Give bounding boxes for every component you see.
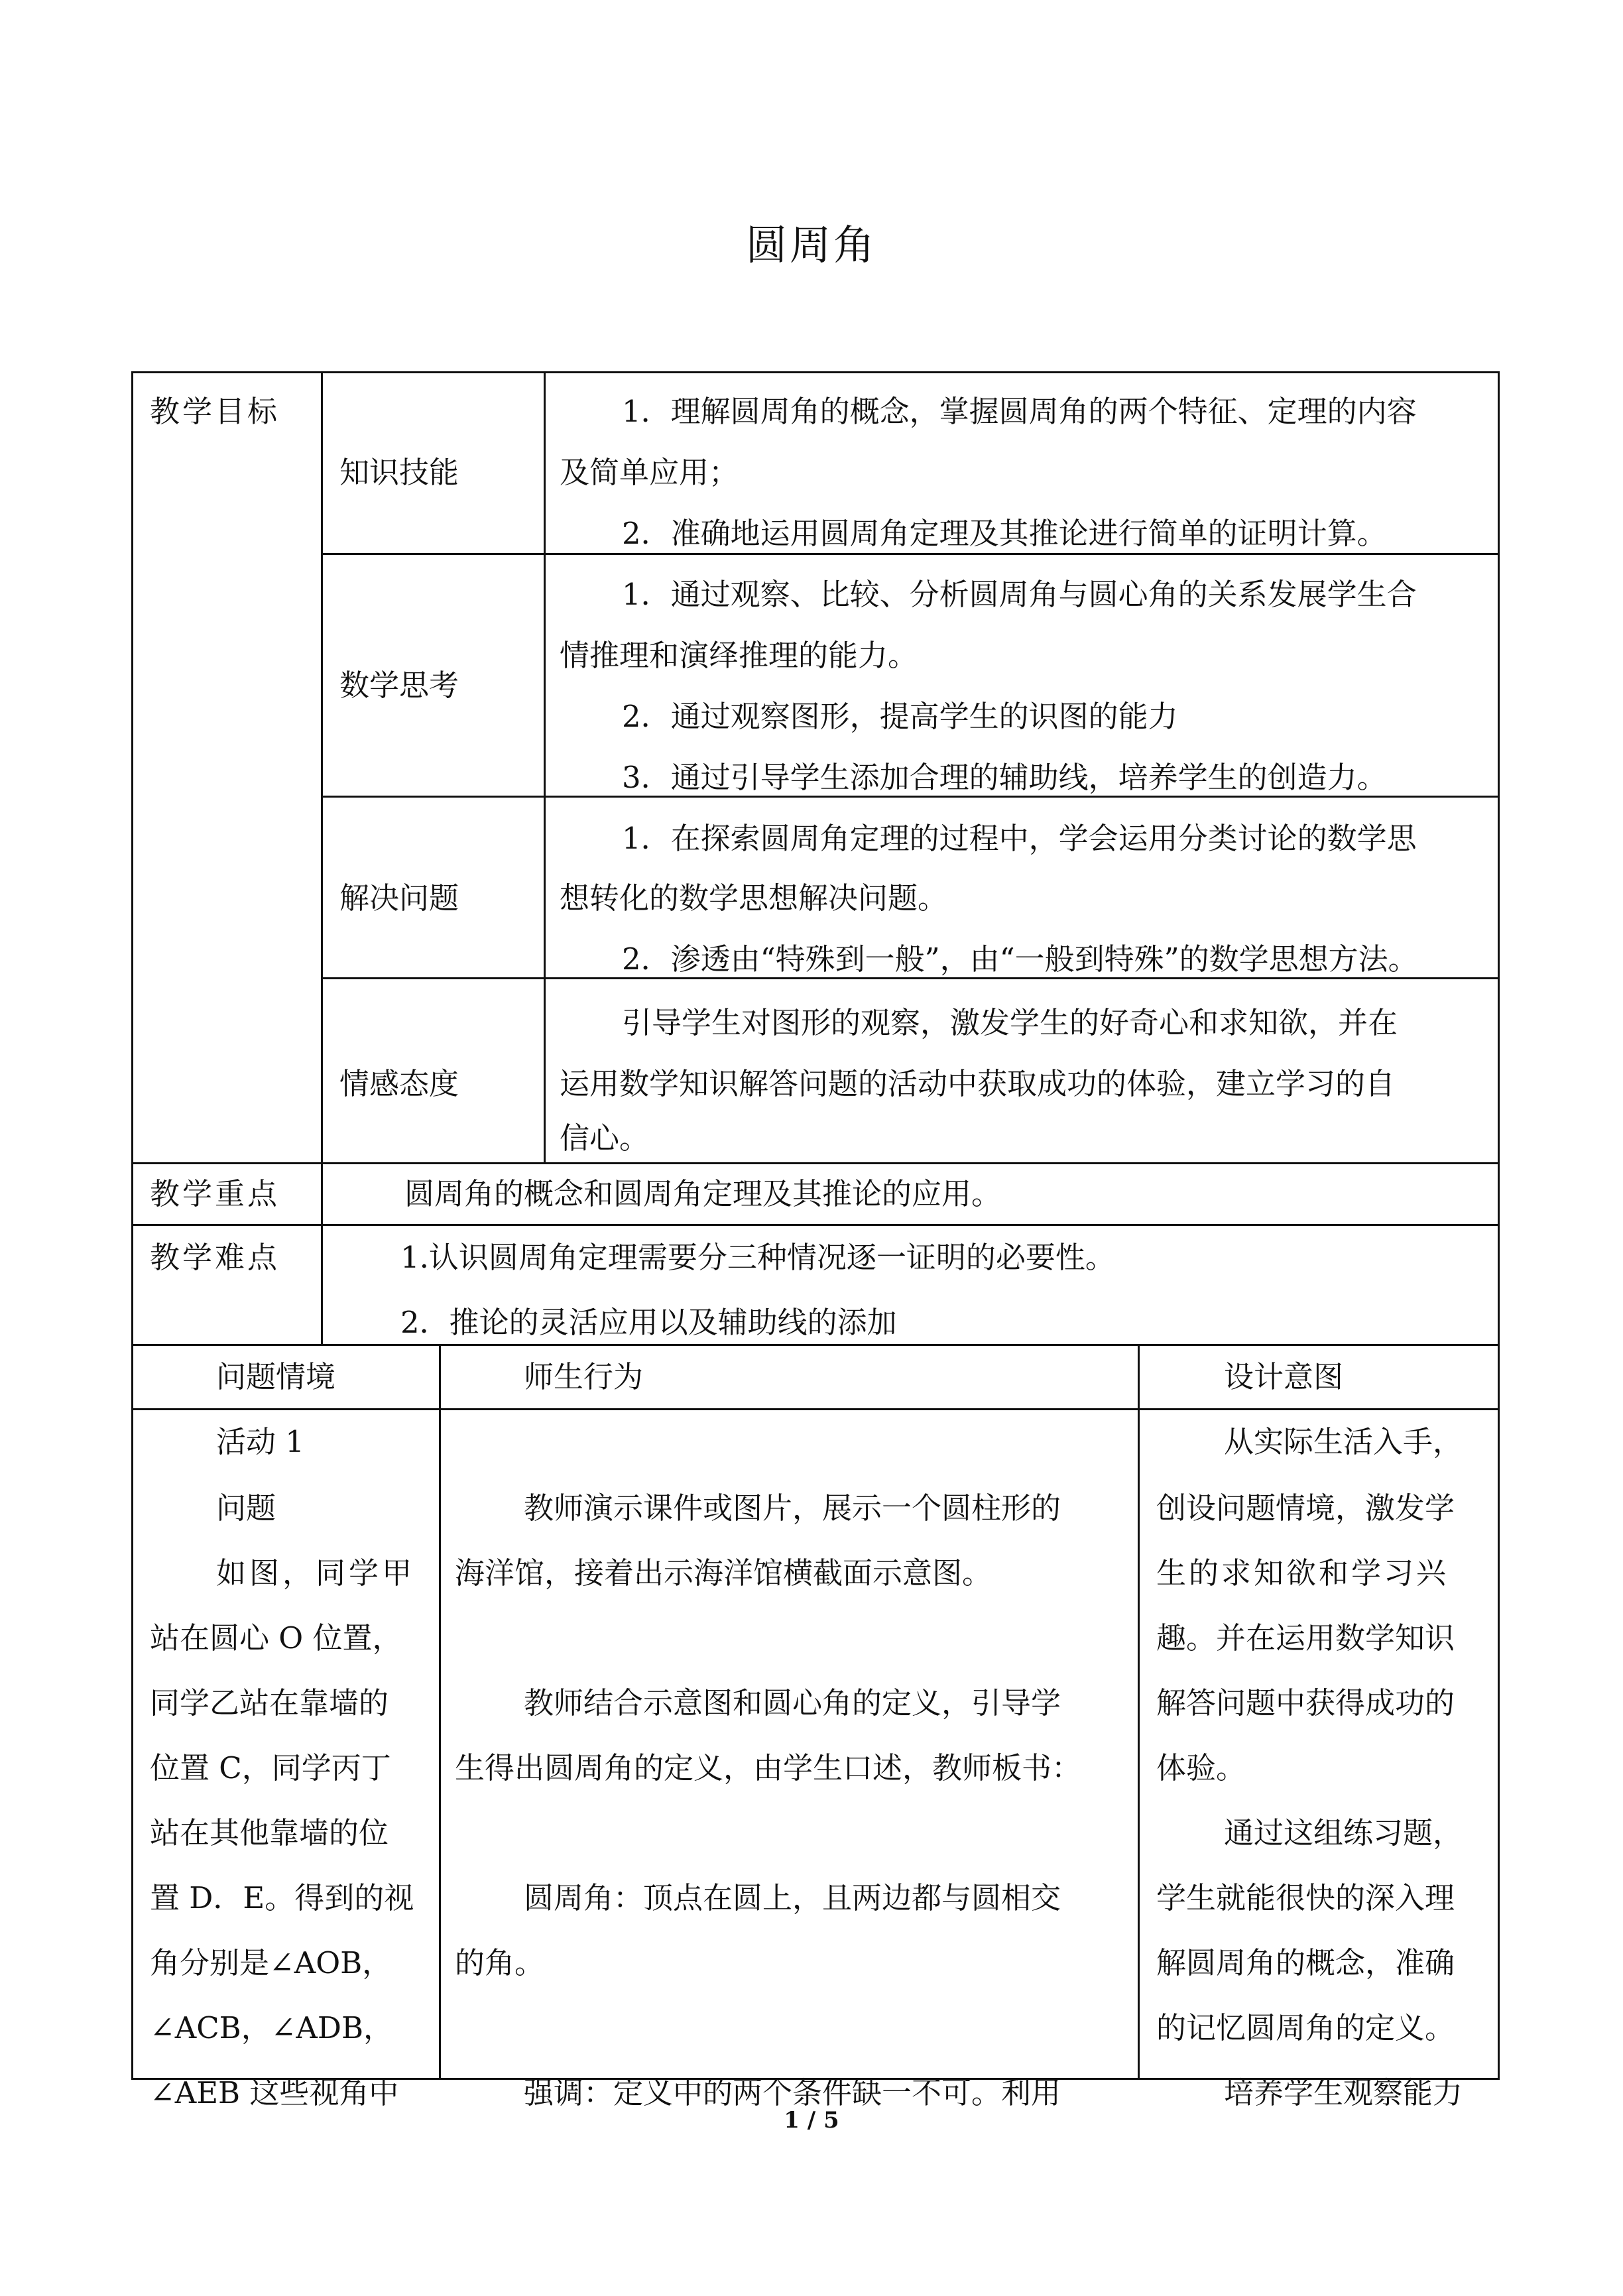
intent-line: 趣。并在运用数学知识 xyxy=(1156,1620,1455,1656)
objective-name: 数学思考 xyxy=(339,668,459,703)
situation-line: 角分别是∠AOB， xyxy=(150,1945,392,1980)
objective-line: 想转化的数学思想解决问题。 xyxy=(560,880,948,916)
header-situation: 问题情境 xyxy=(216,1359,336,1394)
intent-line: 通过这组练习题， xyxy=(1224,1815,1463,1850)
objective-line: 1．理解圆周角的概念，掌握圆周角的两个特征、定理的内容 xyxy=(622,394,1417,429)
behavior-line: 海洋馆，接着出示海洋馆横截面示意图。 xyxy=(455,1555,992,1591)
situation-line: 如图，同学甲 xyxy=(216,1555,416,1591)
intent-line: 学生就能很快的深入理 xyxy=(1156,1880,1455,1915)
objective-line: 3．通过引导学生添加合理的辅助线，培养学生的创造力。 xyxy=(622,760,1387,795)
grid-line xyxy=(133,1408,1499,1410)
grid-line xyxy=(133,1162,1499,1164)
situation-line: 置 D．E。得到的视 xyxy=(150,1880,414,1915)
objective-line: 引导学生对图形的观察，激发学生的好奇心和求知欲，并在 xyxy=(622,1005,1398,1040)
key-point-text: 圆周角的概念和圆周角定理及其推论的应用。 xyxy=(404,1176,1002,1211)
grid-line xyxy=(1138,1345,1140,2079)
page-number: 1 / 5 xyxy=(784,2107,839,2134)
objective-line: 及简单应用； xyxy=(560,455,739,490)
behavior-line: 的角。 xyxy=(455,1945,545,1980)
objective-name: 知识技能 xyxy=(339,455,459,490)
situation-line: 站在圆心 O 位置， xyxy=(150,1620,402,1656)
intent-line: 创设问题情境，激发学 xyxy=(1156,1490,1455,1526)
intent-line: 的记忆圆周角的定义。 xyxy=(1156,2010,1455,2045)
situation-line: ∠ACB，∠ADB， xyxy=(150,2010,394,2045)
situation-line: ∠AEB 这些视角中 xyxy=(150,2075,399,2110)
situation-line: 站在其他靠墙的位 xyxy=(150,1815,389,1850)
objective-name: 解决问题 xyxy=(339,880,459,916)
objective-line: 1．在探索圆周角定理的过程中，学会运用分类讨论的数学思 xyxy=(622,821,1417,856)
document-title: 圆周角 xyxy=(745,221,877,269)
objectives-label: 教学目标 xyxy=(150,394,280,429)
behavior-line: 教师演示课件或图片，展示一个圆柱形的 xyxy=(524,1490,1061,1526)
objective-line: 2．通过观察图形，提高学生的识图的能力 xyxy=(622,699,1178,734)
objective-line: 情推理和演绎推理的能力。 xyxy=(560,638,918,673)
situation-line: 位置 C，同学丙丁 xyxy=(150,1750,391,1785)
intent-line: 解答问题中获得成功的 xyxy=(1156,1685,1455,1721)
intent-line: 培养学生观察能力 xyxy=(1224,2075,1463,2110)
header-behavior: 师生行为 xyxy=(524,1359,644,1394)
header-intent: 设计意图 xyxy=(1224,1359,1344,1394)
difficulty-label: 教学难点 xyxy=(150,1240,280,1275)
behavior-line: 教师结合示意图和圆心角的定义，引导学 xyxy=(524,1685,1061,1721)
grid-line xyxy=(544,373,546,1163)
difficulty-line: 2．推论的灵活应用以及辅助线的添加 xyxy=(400,1305,897,1340)
intent-line: 体验。 xyxy=(1156,1750,1246,1785)
objective-line: 1．通过观察、比较、分析圆周角与圆心角的关系发展学生合 xyxy=(622,577,1417,612)
objective-line: 2．准确地运用圆周角定理及其推论进行简单的证明计算。 xyxy=(622,516,1387,551)
grid-line xyxy=(133,1224,1499,1226)
situation-line: 问题 xyxy=(216,1490,276,1526)
key-point-label: 教学重点 xyxy=(150,1176,280,1211)
situation-line: 活动 1 xyxy=(216,1424,304,1459)
grid-line xyxy=(439,1345,441,2079)
situation-line: 同学乙站在靠墙的 xyxy=(150,1685,389,1721)
objective-name: 情感态度 xyxy=(339,1066,459,1101)
intent-line: 从实际生活入手， xyxy=(1224,1424,1463,1459)
objective-line: 运用数学知识解答问题的活动中获取成功的体验，建立学习的自 xyxy=(560,1066,1396,1101)
behavior-line: 圆周角：顶点在圆上，且两边都与圆相交 xyxy=(524,1880,1061,1915)
behavior-line: 生得出圆周角的定义，由学生口述，教师板书： xyxy=(455,1750,1082,1785)
difficulty-line: 1.认识圆周角定理需要分三种情况逐一证明的必要性。 xyxy=(400,1240,1115,1275)
grid-line xyxy=(321,373,323,1345)
behavior-line: 强调：定义中的两个条件缺一不可。利用 xyxy=(524,2075,1061,2110)
objective-line: 信心。 xyxy=(560,1120,650,1156)
objective-line: 2．渗透由“特殊到一般”，由“一般到特殊”的数学思想方法。 xyxy=(622,941,1418,977)
intent-line: 解圆周角的概念，准确 xyxy=(1156,1945,1455,1980)
intent-line: 生的求知欲和学习兴 xyxy=(1156,1555,1449,1591)
